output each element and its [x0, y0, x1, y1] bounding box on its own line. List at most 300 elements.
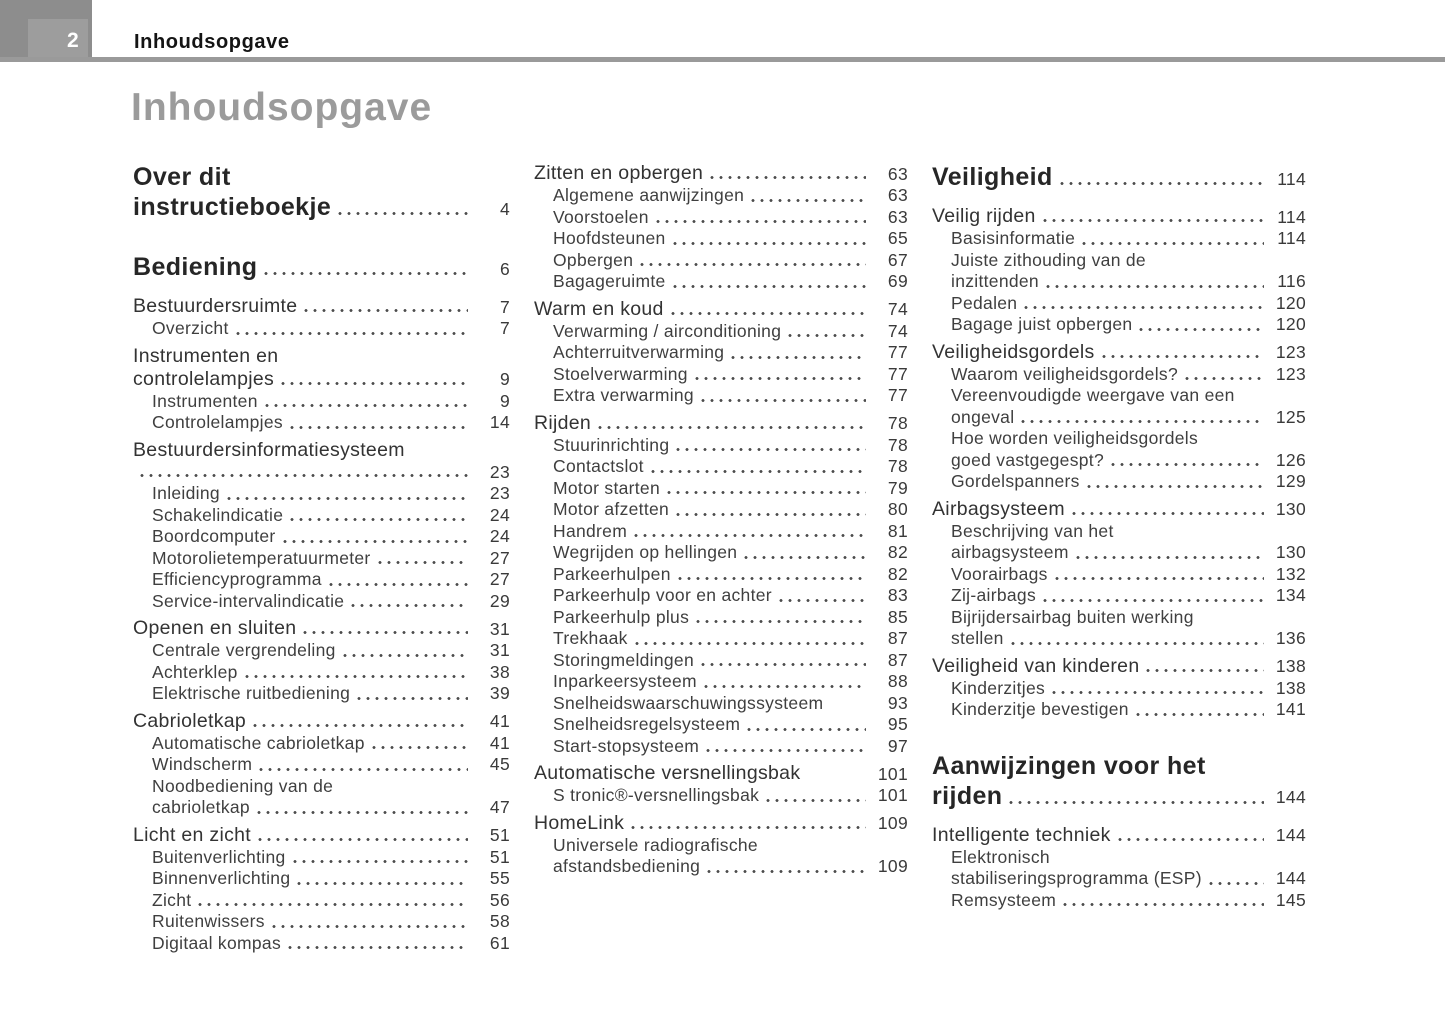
dot-leader — [304, 308, 468, 313]
toc-entry-label: Airbagsysteem — [932, 497, 1065, 520]
toc-entry — [932, 498, 1306, 521]
toc-entry — [133, 710, 510, 733]
toc-entry-page: 51 — [489, 825, 510, 845]
toc-entry-page: 27 — [489, 569, 510, 589]
toc-entry — [133, 591, 510, 613]
toc-entry-label: afstandsbediening — [553, 856, 701, 876]
dot-leader — [293, 859, 468, 864]
toc-entry-label: Bestuurdersruimte — [133, 295, 298, 317]
toc-entry-page: 116 — [1277, 271, 1306, 291]
toc-entry-page: 144 — [1275, 825, 1306, 845]
toc-entry-line — [133, 391, 510, 413]
toc-entry-line — [932, 781, 1306, 811]
toc-entry-line — [133, 640, 510, 662]
toc-entry — [932, 314, 1306, 336]
toc-entry-page: 51 — [489, 846, 510, 867]
toc-entry-page: 129 — [1275, 471, 1306, 491]
toc-entry — [133, 617, 510, 640]
dot-leader — [1185, 376, 1264, 381]
toc-entry — [534, 650, 908, 672]
toc-entry — [932, 293, 1306, 315]
toc-entry-label: Pedalen — [951, 292, 1018, 313]
toc-entry-page: 145 — [1275, 889, 1306, 910]
toc-entry-line — [932, 428, 1306, 450]
toc-entry-label: Efficiencyprogramma — [152, 569, 322, 589]
toc-entry-line — [932, 521, 1306, 543]
dot-leader — [634, 533, 866, 538]
dot-leader — [297, 881, 468, 886]
toc-entry-line — [534, 585, 908, 607]
dot-leader — [1076, 555, 1264, 560]
toc-entry-page: 77 — [887, 363, 908, 384]
toc-entry — [133, 483, 510, 505]
dot-leader — [667, 490, 866, 495]
toc-entry — [133, 733, 510, 755]
toc-entry — [932, 521, 1306, 564]
toc-entry — [932, 890, 1306, 912]
dot-leader — [1043, 218, 1264, 223]
toc-entry-label: Zicht — [152, 889, 192, 910]
page-title: Inhoudsopgave — [131, 86, 433, 129]
toc-entry-line — [932, 498, 1306, 521]
dot-leader — [1063, 902, 1264, 907]
toc-entry — [133, 754, 510, 776]
toc-entry-page: 24 — [489, 526, 510, 546]
toc-entry — [932, 428, 1306, 471]
toc-entry-page: 47 — [489, 797, 510, 817]
toc-entry-page: 77 — [887, 342, 908, 362]
dot-leader — [701, 398, 866, 403]
toc-entry-line — [932, 542, 1306, 564]
toc-entry-label: Opbergen — [553, 249, 634, 270]
toc-entry — [534, 736, 908, 758]
toc-entry-page: 14 — [489, 412, 510, 432]
toc-entry-line — [133, 868, 510, 890]
toc-entry-line — [133, 824, 510, 847]
toc-column — [932, 162, 1306, 954]
toc-entry-page: 82 — [887, 542, 908, 562]
toc-entry-label: Controlelampjes — [152, 412, 283, 432]
toc-entry-line — [534, 228, 908, 250]
toc-entry-page: 79 — [887, 477, 908, 498]
toc-entry-page: 78 — [887, 434, 908, 455]
toc-entry-label: HomeLink — [534, 811, 625, 834]
toc-entry — [534, 435, 908, 457]
header-corner-block — [0, 0, 92, 57]
toc-entry — [133, 412, 510, 434]
dot-leader — [1009, 800, 1264, 805]
toc-entry-page: 138 — [1275, 677, 1306, 698]
toc-entry-page: 123 — [1275, 363, 1306, 384]
toc-entry-line — [133, 318, 510, 340]
toc-entry — [133, 868, 510, 890]
toc-entry-line — [534, 628, 908, 650]
toc-entry-label: controlelampjes — [133, 367, 275, 390]
toc-entry-label: rijden — [932, 781, 1003, 810]
toc-entry-line — [133, 252, 510, 282]
toc-entry-line — [133, 548, 510, 570]
toc-entry — [133, 318, 510, 340]
toc-entry — [534, 671, 908, 693]
dot-leader — [1146, 668, 1264, 673]
toc-entry-page: 83 — [887, 585, 908, 605]
dot-leader — [281, 381, 468, 386]
toc-entry-line — [133, 776, 510, 798]
toc-entry-line — [932, 314, 1306, 336]
toc-entry-label: Vereenvoudigde weergave van een — [951, 385, 1235, 405]
dot-leader — [747, 727, 866, 732]
toc-entry-label: Start-stopsysteem — [553, 735, 700, 756]
toc-entry-line — [133, 733, 510, 755]
toc-entry — [534, 521, 908, 543]
toc-entry-label: Parkeerhulpen — [553, 563, 671, 584]
toc-columns — [133, 162, 1306, 954]
toc-entry-page: 114 — [1277, 168, 1306, 189]
toc-entry-label: ongeval — [951, 406, 1015, 427]
toc-entry-page: 63 — [887, 206, 908, 227]
toc-entry-line — [534, 521, 908, 543]
toc-entry-label: S tronic®-versnellingsbak — [553, 785, 760, 805]
toc-entry-label: Motor afzetten — [553, 499, 670, 519]
dot-leader — [1011, 641, 1264, 646]
toc-entry-line — [534, 812, 908, 835]
toc-entry-line — [932, 162, 1306, 192]
toc-entry-line — [534, 714, 908, 736]
toc-entry-label: Juiste zithouding van de — [951, 249, 1146, 270]
toc-entry — [932, 162, 1306, 192]
toc-entry-page: 138 — [1275, 656, 1306, 676]
toc-entry-line — [534, 693, 908, 715]
toc-entry-line — [534, 456, 908, 478]
dot-leader — [751, 198, 866, 203]
toc-entry-page: 81 — [887, 520, 908, 541]
toc-entry-line — [534, 412, 908, 435]
dot-leader — [676, 512, 866, 517]
toc-entry-page: 93 — [887, 692, 908, 713]
dot-leader — [707, 869, 866, 874]
toc-entry — [534, 785, 908, 807]
dot-leader — [1055, 576, 1264, 581]
dot-leader — [303, 630, 468, 635]
toc-entry-label: Warm en koud — [534, 297, 664, 320]
dot-leader — [1043, 598, 1264, 603]
toc-entry-label: Schakelindicatie — [152, 504, 284, 525]
toc-entry — [534, 385, 908, 407]
dot-leader — [264, 271, 468, 276]
toc-entry-label: Achterklep — [152, 661, 238, 682]
dot-leader — [198, 902, 468, 907]
toc-entry-label: Gordelspanners — [951, 471, 1080, 491]
toc-entry — [534, 693, 908, 715]
toc-entry-page: 114 — [1277, 206, 1306, 227]
toc-entry-label: Bagageruimte — [553, 271, 666, 291]
toc-column — [133, 162, 510, 954]
toc-entry-label: Ruitenwissers — [152, 911, 265, 931]
toc-entry — [534, 321, 908, 343]
toc-entry-page: 4 — [499, 198, 510, 219]
toc-entry-label: Openen en sluiten — [133, 617, 297, 639]
dot-leader — [245, 674, 468, 679]
toc-entry-label: airbagsysteem — [951, 542, 1069, 562]
dot-leader — [1087, 484, 1264, 489]
toc-entry-line — [133, 710, 510, 733]
dot-leader — [343, 653, 468, 658]
toc-entry-page: 31 — [489, 618, 510, 639]
toc-entry-label: Automatische cabrioletkap — [152, 732, 365, 753]
dot-leader — [695, 376, 866, 381]
dot-leader — [696, 619, 866, 624]
toc-entry-page: 61 — [489, 932, 510, 953]
dot-leader — [598, 425, 866, 430]
toc-entry-line — [133, 505, 510, 527]
dot-leader — [290, 517, 468, 522]
dot-leader — [788, 333, 866, 338]
toc-entry-label: Handrem — [553, 520, 628, 541]
toc-column — [534, 162, 908, 954]
dot-leader — [351, 603, 468, 608]
toc-entry-label: Achterruitverwarming — [553, 342, 725, 362]
toc-entry-line — [133, 683, 510, 705]
toc-entry — [932, 564, 1306, 586]
toc-entry — [932, 385, 1306, 428]
toc-entry — [534, 607, 908, 629]
toc-entry-line — [932, 450, 1306, 472]
toc-entry-line — [932, 228, 1306, 250]
toc-entry-page: 65 — [887, 228, 908, 248]
toc-entry-line — [932, 678, 1306, 700]
dot-leader — [656, 219, 866, 224]
dot-leader — [1024, 305, 1264, 310]
toc-entry-page: 95 — [887, 714, 908, 734]
toc-entry-page: 55 — [489, 868, 510, 888]
toc-entry-page: 88 — [887, 671, 908, 691]
toc-entry-line — [932, 407, 1306, 429]
toc-entry-label: Buitenverlichting — [152, 846, 286, 867]
toc-entry — [534, 478, 908, 500]
dot-leader — [631, 825, 866, 830]
toc-entry-label: Inleiding — [152, 483, 220, 503]
toc-entry-page: 120 — [1275, 314, 1306, 334]
toc-entry-label: Over dit — [133, 163, 231, 191]
toc-entry-line — [534, 298, 908, 321]
toc-entry-line — [133, 412, 510, 434]
toc-entry — [133, 911, 510, 933]
toc-entry-line — [932, 655, 1306, 678]
dot-leader — [288, 945, 468, 950]
toc-entry-label: Binnenverlichting — [152, 868, 291, 888]
dot-leader — [671, 311, 866, 316]
dot-leader — [1060, 181, 1264, 186]
toc-entry-page: 136 — [1275, 628, 1306, 648]
dot-leader — [378, 560, 468, 565]
toc-entry-page: 23 — [489, 461, 510, 482]
toc-entry-line — [932, 607, 1306, 629]
toc-entry-line — [133, 295, 510, 318]
toc-entry-page: 29 — [489, 590, 510, 611]
toc-entry-label: Aanwijzingen voor het — [932, 751, 1206, 780]
toc-entry-label: Stuurinrichting — [553, 434, 670, 455]
toc-entry-line — [534, 785, 908, 807]
toc-entry-line — [133, 662, 510, 684]
toc-entry-line — [932, 341, 1306, 364]
toc-entry-page: 9 — [499, 369, 510, 389]
toc-entry-line — [534, 564, 908, 586]
toc-entry-label: Stoelverwarming — [553, 363, 688, 384]
toc-entry-label: Zitten en opbergen — [534, 162, 704, 184]
toc-entry — [133, 640, 510, 662]
toc-entry-page: 63 — [887, 163, 908, 184]
toc-entry — [133, 252, 510, 282]
toc-entry — [534, 564, 908, 586]
dot-leader — [329, 582, 468, 587]
toc-entry-label: Storingmeldingen — [553, 649, 694, 670]
toc-entry-label: Bediening — [133, 253, 258, 281]
toc-entry-page: 23 — [489, 483, 510, 503]
toc-entry-line — [534, 185, 908, 207]
toc-entry-line — [133, 847, 510, 869]
dot-leader — [640, 262, 866, 267]
dot-leader — [1139, 327, 1264, 332]
toc-entry-line — [534, 499, 908, 521]
dot-leader — [290, 425, 468, 430]
dot-leader — [710, 175, 866, 180]
toc-entry — [133, 662, 510, 684]
toc-entry-page: 144 — [1275, 868, 1306, 888]
toc-entry — [534, 835, 908, 878]
dot-leader — [1052, 690, 1264, 695]
toc-entry-page: 24 — [489, 504, 510, 525]
page-number: 2 — [67, 29, 79, 52]
toc-entry-line — [534, 364, 908, 386]
dot-leader — [1021, 419, 1264, 424]
toc-entry-label: Motorolietemperatuurmeter — [152, 547, 371, 568]
toc-entry-label: cabrioletkap — [152, 797, 250, 817]
toc-entry-label: Inparkeersysteem — [553, 671, 697, 691]
toc-entry — [133, 890, 510, 912]
toc-entry — [133, 683, 510, 705]
toc-entry-line — [133, 439, 510, 462]
toc-entry — [133, 569, 510, 591]
toc-entry-line — [133, 368, 510, 391]
toc-entry-page: 97 — [887, 735, 908, 756]
toc-entry-page: 7 — [499, 318, 510, 338]
toc-entry-label: Service-intervalindicatie — [152, 590, 345, 611]
toc-entry-page: 109 — [877, 856, 908, 876]
toc-entry-page: 74 — [887, 320, 908, 341]
dot-leader — [731, 355, 866, 360]
dot-leader — [236, 331, 468, 336]
toc-entry-page: 101 — [877, 785, 908, 805]
toc-entry — [534, 207, 908, 229]
toc-entry-page: 9 — [499, 390, 510, 411]
toc-entry-line — [534, 607, 908, 629]
toc-entry-page: 56 — [489, 889, 510, 910]
toc-entry-line — [133, 617, 510, 640]
dot-leader — [779, 598, 866, 603]
toc-entry-label: Instrumenten en — [133, 344, 279, 367]
toc-entry — [534, 542, 908, 564]
toc-entry-label: Motor starten — [553, 477, 660, 498]
toc-entry-page: 45 — [489, 754, 510, 774]
toc-entry-label: inzittenden — [951, 271, 1039, 291]
toc-entry-page: 101 — [877, 763, 908, 784]
toc-entry-line — [133, 797, 510, 819]
toc-entry-line — [932, 847, 1306, 869]
toc-entry — [534, 585, 908, 607]
toc-entry-line — [534, 162, 908, 185]
toc-entry-label: Remsysteem — [951, 889, 1057, 910]
toc-entry-page: 120 — [1275, 292, 1306, 313]
toc-entry — [932, 824, 1306, 847]
toc-entry — [133, 526, 510, 548]
dot-leader — [140, 473, 468, 478]
toc-entry-line — [932, 585, 1306, 607]
toc-entry — [534, 298, 908, 321]
toc-entry-label: Noodbediening van de — [152, 775, 334, 796]
dot-leader — [701, 662, 866, 667]
toc-entry-line — [534, 835, 908, 857]
toc-entry-line — [534, 671, 908, 693]
toc-entry-line — [932, 385, 1306, 407]
toc-entry — [932, 205, 1306, 228]
toc-entry-label: Kinderzitjes — [951, 677, 1046, 698]
toc-entry-label: Universele radiografische — [553, 834, 758, 855]
toc-entry-line — [932, 564, 1306, 586]
toc-entry-page: 85 — [887, 606, 908, 627]
toc-entry-label: Intelligente techniek — [932, 823, 1111, 846]
header-rule — [0, 57, 1445, 62]
dot-leader — [283, 539, 468, 544]
toc-entry-page: 80 — [887, 499, 908, 519]
toc-entry — [932, 250, 1306, 293]
toc-entry-label: Veiligheid — [932, 163, 1053, 191]
toc-entry-page: 58 — [489, 911, 510, 931]
toc-entry-page: 130 — [1275, 542, 1306, 562]
toc-entry-line — [932, 250, 1306, 272]
toc-entry-label: goed vastgegespt? — [951, 449, 1104, 470]
dot-leader — [372, 745, 468, 750]
page-number-tab — [28, 19, 88, 57]
toc-entry-line — [932, 364, 1306, 386]
toc-entry-label: Bijrijdersairbag buiten werking — [951, 606, 1194, 627]
toc-entry — [534, 342, 908, 364]
toc-entry — [133, 505, 510, 527]
toc-entry-label: stellen — [951, 628, 1004, 648]
toc-entry-label: Parkeerhulp voor en achter — [553, 585, 772, 605]
toc-entry-line — [932, 824, 1306, 847]
toc-entry-label: Bestuurdersinformatiesysteem — [133, 438, 405, 461]
toc-entry — [534, 714, 908, 736]
toc-entry — [932, 364, 1306, 386]
dot-leader — [651, 469, 866, 474]
toc-entry — [932, 585, 1306, 607]
toc-entry-line — [932, 271, 1306, 293]
dot-leader — [744, 555, 866, 560]
toc-entry — [534, 412, 908, 435]
dot-leader — [357, 696, 468, 701]
toc-entry — [133, 776, 510, 819]
toc-entry — [534, 250, 908, 272]
toc-entry-label: Snelheidsregelsysteem — [553, 714, 741, 734]
toc-entry-line — [932, 699, 1306, 721]
dot-leader — [227, 496, 468, 501]
toc-entry — [133, 391, 510, 413]
toc-entry — [932, 847, 1306, 890]
toc-entry-label: Windscherm — [152, 754, 253, 774]
toc-entry-line — [133, 569, 510, 591]
toc-entry-label: Centrale vergrendeling — [152, 640, 336, 660]
toc-entry — [534, 364, 908, 386]
